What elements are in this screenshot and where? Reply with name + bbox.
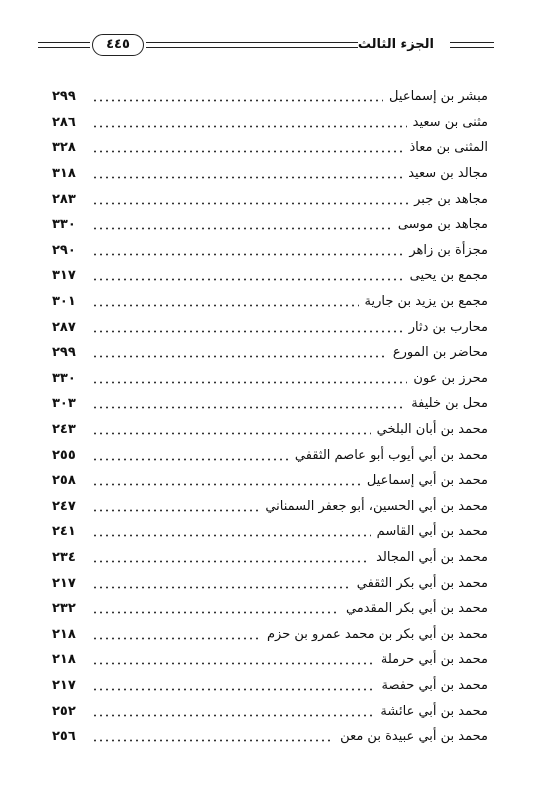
dot-leader: [92, 534, 371, 537]
index-entry: [52, 494, 488, 520]
entry-page-number: ٢١٨: [52, 652, 76, 668]
dot-leader: [92, 355, 387, 358]
index-entry: [52, 698, 488, 724]
index-entry: [52, 84, 488, 110]
entry-page-number: ٢٤٣: [52, 422, 76, 438]
entry-page-number: ٢٩٩: [52, 345, 76, 361]
entry-name: مجمع بن يزيد بن جارية: [364, 294, 488, 310]
entry-page-number: ٢٥٨: [52, 473, 76, 489]
index-entry: [52, 238, 488, 264]
entry-name: محل بن خليفة: [411, 396, 488, 412]
index-entry: [52, 417, 488, 443]
index-entry: [52, 289, 488, 315]
entry-page-number: ٣٣٠: [52, 370, 76, 386]
entry-page-number: ٣٣٠: [52, 217, 76, 233]
entry-name: محمد بن أبي حرملة: [380, 652, 488, 668]
entry-name: مبشر بن إسماعيل: [389, 89, 488, 105]
index-entry: [52, 596, 488, 622]
dot-leader: [92, 202, 408, 205]
entry-name: مجزأة بن زاهر: [409, 242, 488, 258]
index-entry: [52, 110, 488, 136]
index-entry: [52, 366, 488, 392]
index-entry: [52, 161, 488, 187]
dot-leader: [92, 432, 371, 435]
entry-name: محمد بن أبي إسماعيل: [366, 473, 488, 489]
entry-name: مثنى بن سعيد: [412, 114, 488, 130]
entry-name: محاضر بن المورع: [392, 345, 488, 361]
dot-leader: [92, 330, 403, 333]
dot-leader: [92, 611, 340, 614]
entry-page-number: ٢٨٦: [52, 114, 76, 130]
index-entry: [52, 673, 488, 699]
entry-name: محمد بن أبي المجالد: [376, 549, 488, 565]
header-rule: [146, 47, 358, 48]
entry-name: مجمع بن يحيى: [409, 268, 488, 284]
entry-name: مجالد بن سعيد: [408, 166, 488, 182]
entry-page-number: ٢٩٠: [52, 242, 76, 258]
entry-page-number: ٢٥٢: [52, 703, 76, 719]
index-entry: [52, 519, 488, 545]
entry-name: محمد بن أبي بكر المقدمي: [345, 601, 488, 617]
dot-leader: [92, 637, 261, 640]
header-rule: [450, 42, 494, 43]
entry-page-number: ٢٨٧: [52, 319, 76, 335]
index-entry: [52, 135, 488, 161]
dot-leader: [92, 739, 334, 742]
index-entry: [52, 263, 488, 289]
entry-page-number: ٣١٨: [52, 166, 76, 182]
entry-page-number: ٢١٨: [52, 626, 76, 642]
entry-name: محمد بن أبان البلخي: [376, 422, 488, 438]
entry-name: محمد بن أبي الحسين، أبو جعفر السمناني: [265, 498, 488, 514]
index-entry: [52, 621, 488, 647]
header-rule: [38, 47, 90, 48]
index-entry: [52, 545, 488, 571]
entry-page-number: ٣١٧: [52, 268, 76, 284]
dot-leader: [92, 483, 361, 486]
index-entry: [52, 570, 488, 596]
entry-page-number: ٢٣٢: [52, 601, 76, 617]
volume-title: الجزء الثالث: [357, 37, 434, 52]
dot-leader: [92, 253, 403, 256]
index-entry: [52, 314, 488, 340]
entry-page-number: ٢٥٦: [52, 729, 76, 745]
dot-leader: [92, 509, 259, 512]
entry-name: محمد بن أبي عائشة: [380, 703, 488, 719]
entry-name: محمد بن أبي بكر الثقفي: [356, 575, 488, 591]
entry-page-number: ٢١٧: [52, 677, 76, 693]
entry-name: المثنى بن معاذ: [409, 140, 488, 156]
dot-leader: [92, 227, 392, 230]
dot-leader: [92, 714, 374, 717]
dot-leader: [92, 560, 370, 563]
index-entry: [52, 468, 488, 494]
index-entry: [52, 186, 488, 212]
dot-leader: [92, 381, 407, 384]
entry-name: محمد بن أبي أيوب أبو عاصم الثقفي: [294, 447, 488, 463]
index-entry: [52, 647, 488, 673]
dot-leader: [92, 125, 407, 128]
index-entry: [52, 340, 488, 366]
entry-page-number: ٣٠٣: [52, 396, 76, 412]
entry-page-number: ٢٩٩: [52, 89, 76, 105]
entry-page-number: ٣٢٨: [52, 140, 76, 156]
dot-leader: [92, 150, 403, 153]
dot-leader: [92, 99, 383, 102]
entry-page-number: ٢١٧: [52, 575, 76, 591]
header-rule: [450, 47, 494, 48]
dot-leader: [92, 176, 402, 179]
dot-leader: [92, 278, 404, 281]
entry-page-number: ٣٠١: [52, 294, 76, 310]
dot-leader: [92, 304, 359, 307]
header-rule: [38, 42, 90, 43]
entry-page-number: ٢٤٧: [52, 498, 76, 514]
entry-page-number: ٢٨٣: [52, 191, 76, 207]
entry-name: مجاهد بن جبر: [414, 191, 488, 207]
dot-leader: [92, 662, 375, 665]
index-list: [52, 84, 488, 749]
entry-name: محمد بن أبي بكر بن محمد عمرو بن حزم: [266, 626, 488, 642]
entry-page-number: ٢٣٤: [52, 549, 76, 565]
index-entry: [52, 391, 488, 417]
header-rule: [146, 42, 358, 43]
entry-page-number: ٢٥٥: [52, 447, 76, 463]
entry-name: مجاهد بن موسى: [397, 217, 488, 233]
index-entry: [52, 442, 488, 468]
index-entry: [52, 212, 488, 238]
page-number: ٤٤٥: [92, 34, 144, 56]
page-header: [38, 34, 494, 62]
dot-leader: [92, 406, 405, 409]
entry-name: محارب بن دثار: [408, 319, 488, 335]
index-entry: [52, 724, 488, 750]
entry-page-number: ٢٤١: [52, 524, 76, 540]
dot-leader: [92, 586, 351, 589]
dot-leader: [92, 688, 375, 691]
entry-name: محمد بن أبي عبيدة بن معن: [340, 729, 488, 745]
entry-name: محرز بن عون: [413, 370, 488, 386]
dot-leader: [92, 458, 289, 461]
entry-name: محمد بن أبي القاسم: [376, 524, 488, 540]
entry-name: محمد بن أبي حفصة: [381, 677, 488, 693]
